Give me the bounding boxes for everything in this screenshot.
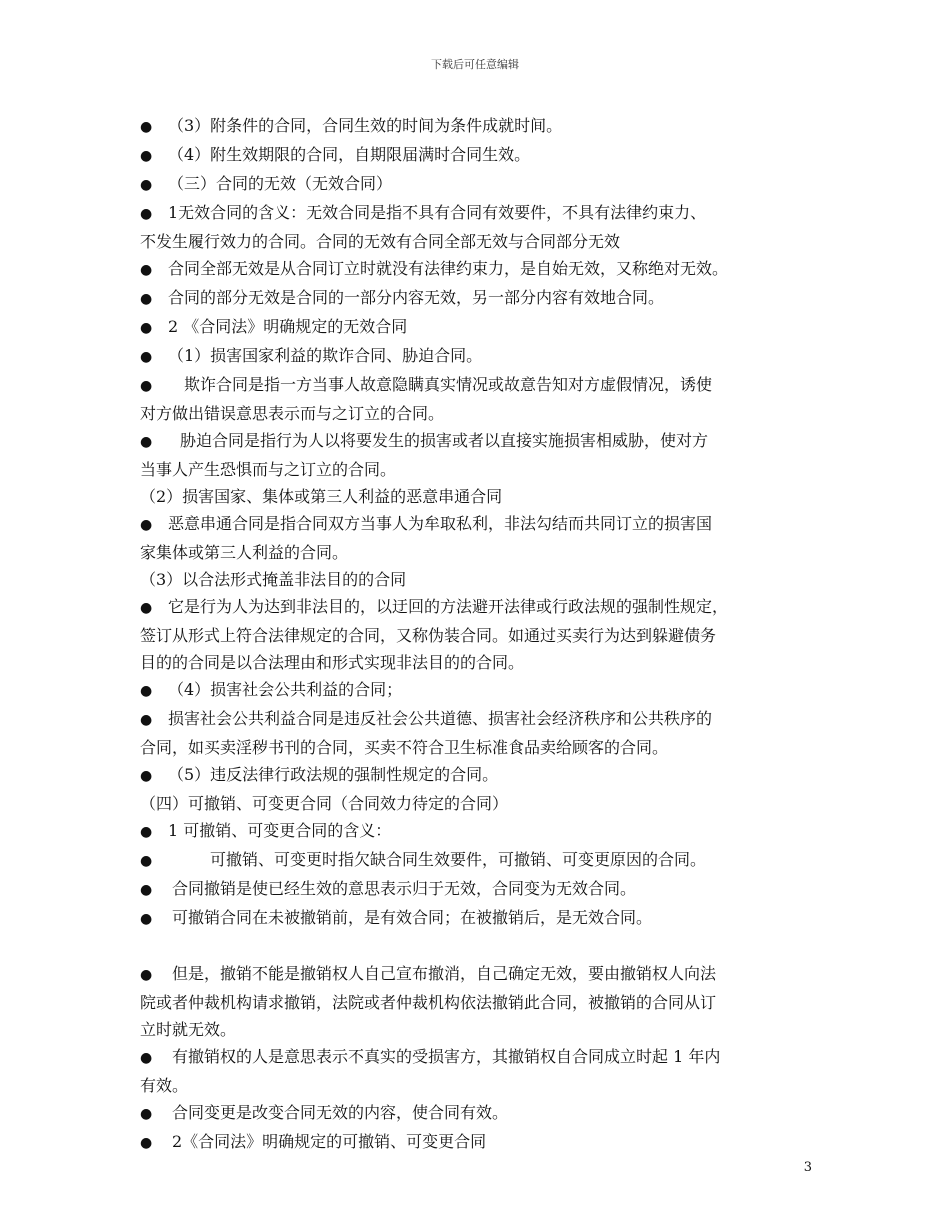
paragraph-continuation: 合同，如买卖淫秽书刊的合同，买卖不符合卫生标准食品卖给顾客的合同。 <box>140 738 669 757</box>
document-body <box>140 112 820 1157</box>
bullet-icon: ● <box>140 119 153 135</box>
paragraph <box>140 676 820 705</box>
paragraph <box>140 427 820 456</box>
paragraph-text: 它是行为人为达到非法目的，以迂回的方法避开法律或行政法规的强制性规定， <box>168 597 729 616</box>
paragraph-text: （3）附条件的合同，合同生效的时间为条件成就时间。 <box>168 116 563 135</box>
bullet-icon: ● <box>140 517 153 533</box>
paragraph <box>140 170 820 199</box>
paragraph-text: 恶意串通合同是指合同双方当事人为牟取私利，非法勾结而共同订立的损害国 <box>168 514 713 533</box>
paragraph-text: 合同的部分无效是合同的一部分内容无效，另一部分内容有效地合同。 <box>168 288 665 307</box>
paragraph-continuation: 不发生履行效力的合同。合同的无效有合同全部无效与合同部分无效 <box>140 232 621 251</box>
bullet-icon: ● <box>140 600 153 616</box>
paragraph-text: 1 可撤销、可变更合同的含义： <box>168 821 392 840</box>
paragraph <box>140 1128 820 1157</box>
bullet-icon: ● <box>140 148 153 164</box>
bullet-icon: ● <box>140 349 153 365</box>
bullet-icon: ● <box>140 262 153 278</box>
paragraph-text: 合同全部无效是从合同订立时就没有法律约束力，是自始无效，又称绝对无效。 <box>168 259 729 278</box>
paragraph-continuation: 目的的合同是以合法理由和形式实现非法目的的合同。 <box>140 653 525 672</box>
page-header: 下载后可任意编辑 <box>431 58 519 71</box>
paragraph-text: （4）损害社会公共利益的合同； <box>168 680 403 699</box>
bullet-icon: ● <box>140 206 153 222</box>
bullet-icon: ● <box>140 853 153 869</box>
paragraph-continuation: 签订从形式上符合法律规定的合同，又称伪装合同。如通过买卖行为达到躲避债务 <box>140 626 717 645</box>
bullet-icon: ● <box>140 683 153 699</box>
bullet-icon: ● <box>140 768 153 784</box>
paragraph-continuation: 当事人产生恐惧而与之订立的合同。 <box>140 460 397 479</box>
bullet-icon: ● <box>140 1135 153 1151</box>
paragraph <box>140 960 820 989</box>
paragraph-continuation: 立时就无效。 <box>140 1020 237 1039</box>
paragraph <box>140 904 820 933</box>
bullet-icon: ● <box>140 967 153 983</box>
subheading: （3）以合法形式掩盖非法目的的合同 <box>140 570 407 589</box>
paragraph-continuation: 家集体或第三人利益的合同。 <box>140 543 349 562</box>
paragraph-text: 合同撤销是使已经生效的意思表示归于无效，合同变为无效合同。 <box>172 879 637 898</box>
paragraph <box>140 817 820 846</box>
paragraph-text: （1）损害国家利益的欺诈合同、胁迫合同。 <box>168 346 483 365</box>
paragraph <box>140 284 820 313</box>
paragraph-continuation: 有效。 <box>140 1076 189 1095</box>
paragraph <box>140 761 820 790</box>
paragraph-text: （4）附生效期限的合同，自期限届满时合同生效。 <box>168 145 531 164</box>
paragraph-continuation: 对方做出错误意思表示而与之订立的合同。 <box>140 404 445 423</box>
subheading: （2）损害国家、集体或第三人利益的恶意串通合同 <box>140 487 503 506</box>
paragraph-text: 但是，撤销不能是撤销权人自己宣布撤消，自己确定无效，要由撤销权人向法 <box>172 964 717 983</box>
paragraph <box>140 371 820 400</box>
paragraph-text: 合同变更是改变合同无效的内容，使合同有效。 <box>172 1103 509 1122</box>
paragraph-text: 1无效合同的含义：无效合同是指不具有合同有效要件，不具有法律约束力、 <box>168 203 707 222</box>
paragraph <box>140 705 820 734</box>
paragraph-text: 2 《合同法》明确规定的无效合同 <box>168 317 408 336</box>
bullet-icon: ● <box>140 1050 153 1066</box>
bullet-icon: ● <box>140 177 153 193</box>
paragraph-text: （三）合同的无效（无效合同） <box>168 174 393 193</box>
bullet-icon: ● <box>140 378 153 394</box>
paragraph <box>140 846 820 875</box>
paragraph-text: 可撤销、可变更时指欠缺合同生效要件，可撤销、可变更原因的合同。 <box>210 850 707 869</box>
paragraph-text: 欺诈合同是指一方当事人故意隐瞒真实情况或故意告知对方虚假情况，诱使 <box>184 375 713 394</box>
paragraph-text: 损害社会公共利益合同是违反社会公共道德、损害社会经济秩序和公共秩序的 <box>168 709 713 728</box>
paragraph <box>140 199 820 228</box>
page-number: 3 <box>803 1160 812 1175</box>
paragraph-text: 可撤销合同在未被撤销前，是有效合同；在被撤销后，是无效合同。 <box>172 908 653 927</box>
paragraph-text: （5）违反法律行政法规的强制性规定的合同。 <box>168 765 499 784</box>
bullet-icon: ● <box>140 1106 153 1122</box>
paragraph-continuation: 院或者仲裁机构请求撤销，法院或者仲裁机构依法撤销此合同，被撤销的合同从订 <box>140 993 717 1012</box>
paragraph <box>140 112 820 141</box>
subheading: （四）可撤销、可变更合同（合同效力待定的合同） <box>140 794 509 813</box>
bullet-icon: ● <box>140 320 153 336</box>
paragraph <box>140 342 820 371</box>
blank-line <box>140 933 820 960</box>
bullet-icon: ● <box>140 291 153 307</box>
bullet-icon: ● <box>140 712 153 728</box>
paragraph <box>140 510 820 539</box>
paragraph <box>140 1099 820 1128</box>
paragraph-text: 2《合同法》明确规定的可撤销、可变更合同 <box>172 1132 487 1151</box>
paragraph <box>140 1043 820 1072</box>
paragraph <box>140 141 820 170</box>
bullet-icon: ● <box>140 911 153 927</box>
bullet-icon: ● <box>140 824 153 840</box>
paragraph-text: 胁迫合同是指行为人以将要发生的损害或者以直接实施损害相威胁，使对方 <box>180 431 709 450</box>
bullet-icon: ● <box>140 882 153 898</box>
paragraph <box>140 593 820 622</box>
paragraph-text: 有撤销权的人是意思表示不真实的受损害方，其撤销权自合同成立时起 1 年内 <box>172 1047 721 1066</box>
bullet-icon: ● <box>140 434 153 450</box>
paragraph <box>140 313 820 342</box>
paragraph <box>140 875 820 904</box>
paragraph <box>140 255 820 284</box>
